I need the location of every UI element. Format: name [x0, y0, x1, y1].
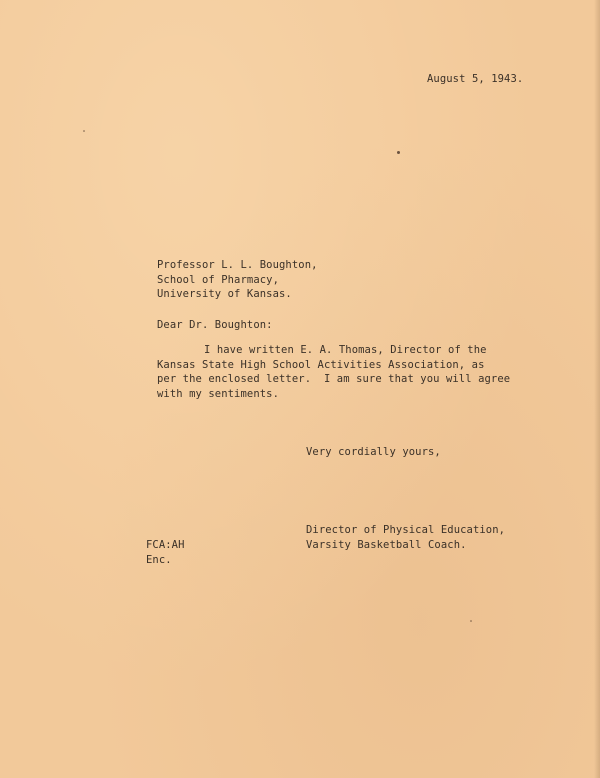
paper-speck [470, 620, 472, 622]
enclosure-note: Enc. [146, 554, 172, 566]
signature-title-line: Varsity Basketball Coach. [306, 538, 467, 551]
address-line: School of Pharmacy, [157, 273, 280, 286]
address-line: Professor L. L. Boughton, [157, 259, 318, 271]
body-line: I have written E. A. Thomas, Director of the [204, 344, 487, 356]
letter-date: August 5, 1943. [427, 73, 524, 85]
signature-title-line: Director of Physical Education, [306, 524, 506, 536]
paper-speck [83, 130, 85, 132]
body-line: with my sentiments. [157, 387, 280, 400]
page-edge-shadow [594, 0, 600, 778]
paper-speck [397, 151, 400, 154]
salutation: Dear Dr. Boughton: [157, 319, 273, 331]
body-line: per the enclosed letter. I am sure that you will agree [157, 373, 511, 386]
address-line: University of Kansas. [157, 288, 292, 301]
body-line: Kansas State High School Activities Association, as [157, 358, 485, 371]
typist-initials: FCA:AH [146, 539, 185, 551]
closing: Very cordially yours, [306, 446, 441, 458]
